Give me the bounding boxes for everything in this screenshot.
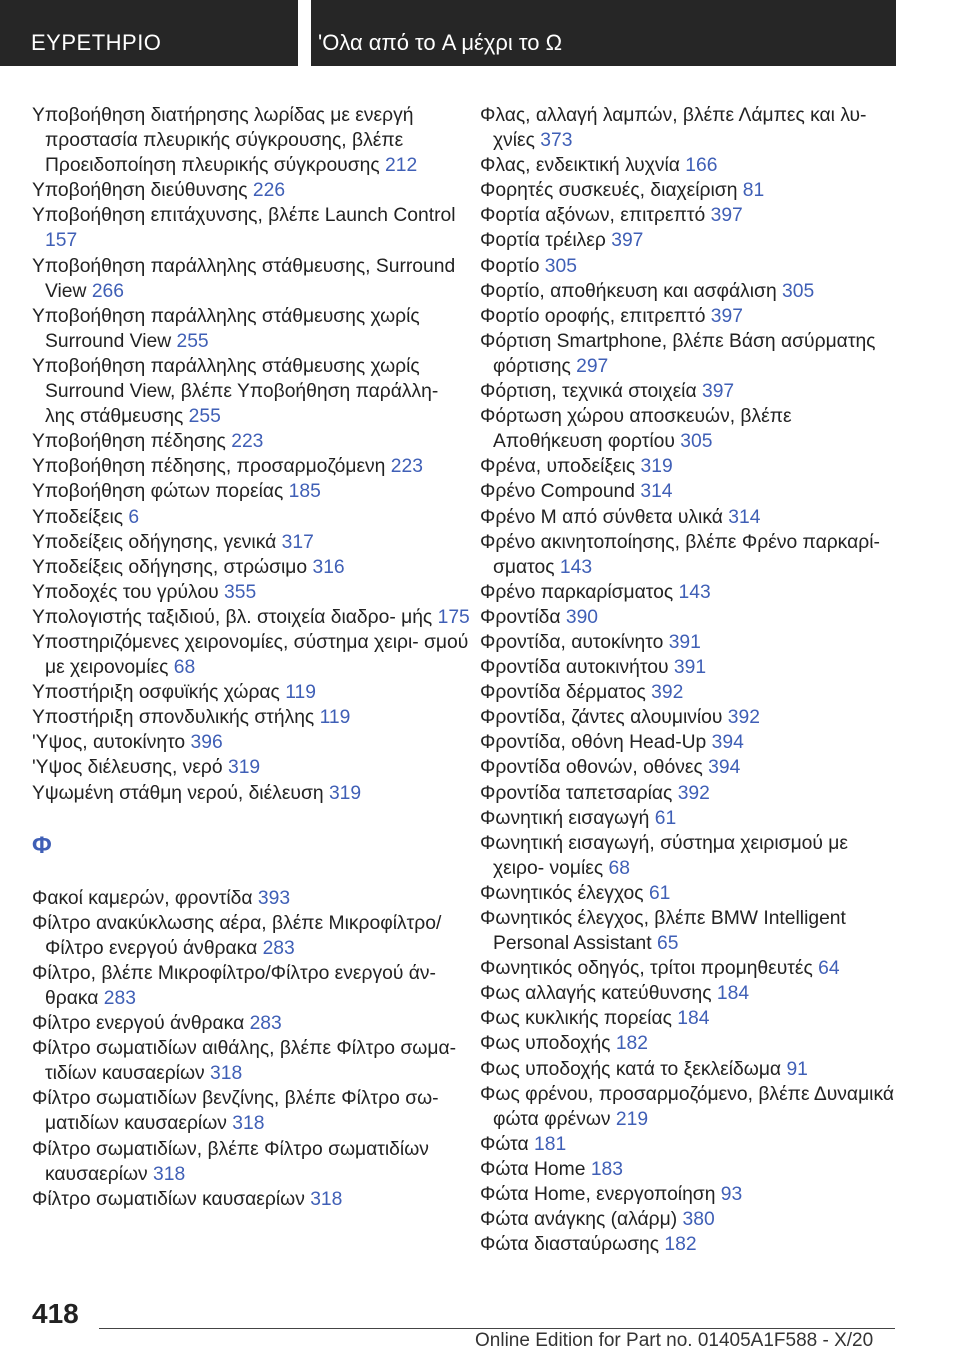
index-entry: [32, 730, 472, 755]
page-reference-link[interactable]: 397: [701, 381, 735, 403]
index-entry-text: 'Υψος, αυτοκίνητο: [32, 732, 186, 754]
index-entry: [480, 228, 900, 253]
index-entry-text: Υποβοήθηση παράλληλης στάθμευσης, Surround View: [32, 255, 456, 302]
footer-edition: Online Edition for Part no. 01405A1F588 - X/20: [475, 1330, 874, 1351]
index-entry: [32, 479, 472, 504]
page-reference-link[interactable]: 64: [818, 958, 840, 980]
index-entry: [32, 103, 472, 178]
page-reference-link[interactable]: 182: [664, 1234, 697, 1256]
page-header: [0, 0, 960, 66]
index-entry-text: Φίλτρο σωματιδίων αιθάλης, βλέπε Φίλτρο σωμα- τιδίων καυσαερίων: [32, 1038, 457, 1085]
index-entry: [480, 981, 900, 1006]
page-number: 418: [32, 1298, 79, 1329]
page-reference-link[interactable]: 157: [45, 230, 78, 252]
index-entry: [480, 705, 900, 730]
page-reference-link[interactable]: 318: [153, 1163, 186, 1185]
page-reference-link[interactable]: 68: [173, 657, 196, 679]
index-entry-text: Φροντίδα, αυτοκίνητο: [480, 631, 664, 653]
index-entry: [480, 1182, 900, 1207]
index-entry: [32, 304, 472, 354]
index-entry: [32, 505, 472, 530]
index-entry: [480, 1157, 900, 1182]
index-entry-text: Φώτα Home, ενεργοποίηση: [480, 1184, 716, 1206]
index-entry-text: Φωνητικός οδηγός, τρίτοι προμηθευτές: [480, 958, 813, 980]
index-entry: [32, 705, 472, 730]
index-entry-text: Φροντίδα αυτοκινήτου: [480, 657, 669, 679]
index-entry: [480, 1082, 900, 1132]
index-entry-text: Φώτα Home: [480, 1158, 586, 1180]
page-reference-link[interactable]: 183: [590, 1158, 623, 1180]
page-reference-link[interactable]: 355: [224, 581, 257, 603]
index-entry: [480, 730, 900, 755]
page-reference-link[interactable]: 6: [128, 506, 140, 528]
index-entry-text: Υποβοήθηση επιτάχυνσης, βλέπε Launch Control: [32, 205, 456, 227]
section-letter-phi: Φ: [32, 831, 52, 859]
page-reference-link[interactable]: 305: [782, 280, 815, 302]
index-entry-text: Υποβοήθηση φώτων πορείας: [32, 481, 284, 503]
index-entry-text: Υποδοχές του γρύλου: [32, 581, 219, 603]
index-entry: [32, 203, 472, 253]
index-entry-text: Φρένο ακινητοποίησης, βλέπε Φρένο παρκαρί- σματος: [480, 531, 880, 578]
index-entry: [480, 329, 900, 379]
page-reference-link[interactable]: 119: [285, 682, 316, 704]
index-entry-text: Φίλτρο ενεργού άνθρακα: [32, 1013, 245, 1035]
index-entry-text: Υποβοήθηση διατήρησης λωρίδας με ενεργή προστασία πλευρικής σύγκρουσης, βλέπε Προειδοποίηση πλευρικής σύγκρουσης: [32, 105, 414, 177]
index-entry-text: Υποβοήθηση διεύθυνσης: [32, 180, 248, 202]
page-reference-link[interactable]: 392: [651, 682, 684, 704]
index-entry: [480, 379, 900, 404]
index-entry: [32, 354, 472, 429]
index-entry-text: Φίλτρο σωματιδίων καυσαερίων: [32, 1188, 305, 1210]
section-title: ΕΥΡΕΤΗΡΙΟ: [0, 0, 298, 66]
page-reference-link[interactable]: 319: [640, 456, 673, 478]
index-entry-text: Φως φρένου, προσαρμοζόμενο, βλέπε Δυναμικά φώτα φρένων: [480, 1083, 895, 1130]
page-reference-link[interactable]: 223: [390, 456, 423, 478]
index-entry-text: Φως υποδοχής: [480, 1033, 611, 1055]
page-reference-link[interactable]: 297: [576, 355, 609, 377]
page-reference-link[interactable]: 119: [319, 707, 351, 729]
page-reference-link[interactable]: 397: [710, 205, 743, 227]
page-reference-link[interactable]: 184: [716, 983, 750, 1005]
index-entry: [480, 580, 900, 605]
index-entry-text: Υποβοήθηση πέδησης, προσαρμοζόμενη: [32, 456, 386, 478]
index-entry-text: Φροντίδα δέρματος: [480, 682, 646, 704]
page-reference-link[interactable]: 184: [677, 1008, 710, 1030]
index-entry: [32, 429, 472, 454]
page-reference-link[interactable]: 397: [611, 230, 644, 252]
page-reference-link[interactable]: 181: [534, 1133, 567, 1155]
page-reference-link[interactable]: 175: [437, 606, 470, 628]
index-entry-text: Φίλτρο ανακύκλωσης αέρα, βλέπε Μικροφίλτρο/ Φίλτρο ενεργού άνθρακα: [32, 912, 442, 959]
page-reference-link[interactable]: 397: [710, 305, 743, 327]
index-entry-text: Φροντίδα, ζάντες αλουμινίου: [480, 707, 723, 729]
page-reference-link[interactable]: 61: [654, 807, 677, 829]
page-reference-link[interactable]: 182: [615, 1033, 648, 1055]
page-reference-link[interactable]: 219: [615, 1108, 649, 1130]
page-reference-link[interactable]: 305: [680, 431, 713, 453]
page-reference-link[interactable]: 392: [677, 782, 710, 804]
page-reference-link[interactable]: 305: [544, 255, 577, 277]
index-entry: [32, 1086, 472, 1136]
index-entry: [480, 254, 900, 279]
index-entry: [32, 605, 472, 630]
index-entry: [32, 781, 472, 806]
index-entry-text: Υπολογιστής ταξιδιού, βλ. στοιχεία διαδρο- μής: [32, 606, 433, 628]
index-entry: [32, 680, 472, 705]
index-entry: [480, 630, 900, 655]
index-entry-text: Φορητές συσκευές, διαχείριση: [480, 180, 738, 202]
index-entry: [32, 178, 472, 203]
page-reference-link[interactable]: 316: [312, 556, 345, 578]
index-entry-text: Υποστήριξη σπονδυλικής στήλης: [32, 707, 315, 729]
index-entry: [32, 1011, 472, 1036]
index-entry-text: Φώτα: [480, 1133, 529, 1155]
index-entry: [480, 806, 900, 831]
index-entry: [480, 881, 900, 906]
page-reference-link[interactable]: 318: [210, 1063, 243, 1085]
index-entry-text: Υποστηριζόμενες χειρονομίες, σύστημα χειρι- σμού με χειρονομίες: [32, 631, 469, 679]
index-entry-text: Φροντίδα, οθόνη Head-Up: [480, 732, 707, 754]
page-reference-link[interactable]: 223: [231, 431, 264, 453]
page-reference-link[interactable]: 390: [565, 606, 599, 628]
index-entry: [480, 755, 900, 780]
page-reference-link[interactable]: 81: [742, 180, 765, 202]
page-reference-link[interactable]: 61: [648, 882, 671, 904]
index-list-phi-continued: [480, 103, 900, 1257]
index-entry-text: Υψωμένη στάθμη νερού, διέλευση: [32, 782, 324, 804]
index-entry-text: Φακοί καμερών, φροντίδα: [32, 887, 253, 909]
index-entry-text: Φλας, ενδεικτική λυχνία: [480, 155, 680, 177]
index-entry-text: Φόρτιση, τεχνικά στοιχεία: [480, 381, 697, 403]
index-entry: [480, 1132, 900, 1157]
page-reference-link[interactable]: 283: [249, 1013, 282, 1035]
page-reference-link[interactable]: 392: [727, 707, 760, 729]
index-entry-text: Φωνητικός έλεγχος: [480, 882, 644, 904]
index-entry: [480, 178, 900, 203]
index-entry-text: Φορτίο οροφής, επιτρεπτό: [480, 305, 706, 327]
page-reference-link[interactable]: 143: [559, 556, 593, 578]
index-entry: [32, 530, 472, 555]
index-entry-text: Υποδείξεις οδήγησης, γενικά: [32, 531, 277, 553]
index-entry: [480, 530, 900, 580]
index-entry: [480, 103, 900, 153]
page-reference-link[interactable]: 226: [252, 180, 286, 202]
index-entry-text: Υποδείξεις: [32, 506, 124, 528]
page-reference-link[interactable]: 314: [640, 481, 673, 503]
index-entry-text: Φροντίδα: [480, 606, 561, 628]
index-entry-text: Φρένο παρκαρίσματος: [480, 581, 674, 603]
index-entry: [480, 1031, 900, 1056]
page-reference-link[interactable]: 68: [608, 857, 630, 879]
index-entry: [32, 580, 472, 605]
page-reference-link[interactable]: 394: [711, 732, 744, 754]
index-entry: [480, 680, 900, 705]
page-reference-link[interactable]: 319: [328, 782, 362, 804]
page-reference-link[interactable]: 283: [262, 937, 295, 959]
index-entry: [480, 1057, 900, 1082]
index-entry-text: Φλας, αλλαγή λαμπών, βλέπε Λάμπες και λυ- χνίες: [480, 105, 867, 152]
page-reference-link[interactable]: 318: [310, 1188, 343, 1210]
index-entry: [480, 956, 900, 981]
index-entry-text: Φόρτιση Smartphone, βλέπε Βάση ασύρματης φόρτισης: [480, 330, 876, 377]
index-entry: [480, 605, 900, 630]
page-reference-link[interactable]: 391: [668, 631, 701, 653]
index-entry-text: Υποστήριξη οσφυϊκής χώρας: [32, 682, 280, 704]
index-entry-text: Φωνητική εισαγωγή: [480, 807, 650, 829]
index-entry: [480, 906, 900, 956]
index-entry-text: Υποδείξεις οδήγησης, στρώσιμο: [32, 556, 308, 578]
index-entry-text: Φρένο M από σύνθετα υλικά: [480, 506, 723, 528]
index-entry-text: Φως κυκλικής πορείας: [480, 1008, 672, 1030]
page-reference-link[interactable]: 394: [708, 757, 741, 779]
index-entry-text: Φορτίο, αποθήκευση και ασφάλιση: [480, 280, 777, 302]
index-entry: [480, 153, 900, 178]
index-entry-text: Φως αλλαγής κατεύθυνσης: [480, 983, 712, 1005]
index-entry: [32, 911, 472, 961]
index-entry-text: Υποβοήθηση παράλληλης στάθμευσης χωρίς Surround View, βλέπε Υποβοήθηση παράλλη- λης στάθμευσης: [32, 355, 439, 428]
page-reference-link[interactable]: 93: [720, 1184, 743, 1206]
index-entry: [480, 781, 900, 806]
index-entry-text: Φωνητική εισαγωγή, σύστημα χειρισμού με χειρο- νομίες: [480, 832, 849, 879]
index-entry: [480, 655, 900, 680]
page-reference-link[interactable]: 393: [257, 887, 291, 909]
footer-divider: [99, 1328, 895, 1329]
page-reference-link[interactable]: 185: [288, 481, 321, 503]
index-entry-text: Φίλτρο, βλέπε Μικροφίλτρο/Φίλτρο ενεργού άν- θρακα: [32, 962, 436, 1009]
index-entry-text: Φώτα διασταύρωσης: [480, 1234, 660, 1256]
index-entry: [32, 630, 472, 680]
index-entry: [480, 304, 900, 329]
index-column-right: [480, 103, 900, 1257]
index-entry-text: Φορτία αξόνων, επιτρεπτό: [480, 205, 706, 227]
index-entry-text: Φως υποδοχής κατά το ξεκλείδωμα: [480, 1058, 782, 1080]
index-entry-text: Υποβοήθηση παράλληλης στάθμευσης χωρίς Surround View: [32, 305, 420, 352]
index-entry-text: Φροντίδα ταπετσαρίας: [480, 782, 673, 804]
page-reference-link[interactable]: 318: [232, 1113, 265, 1135]
index-entry-text: Φωνητικός έλεγχος, βλέπε BMW Intelligent Personal Assistant: [480, 908, 846, 955]
page-reference-link[interactable]: 143: [678, 581, 711, 603]
index-entry: [480, 203, 900, 228]
index-entry: [32, 961, 472, 1011]
index-entry-text: Φρένα, υποδείξεις: [480, 456, 636, 478]
index-entry-text: Φόρτωση χώρου αποσκευών, βλέπε Αποθήκευση φορτίου: [480, 406, 792, 453]
page-reference-link[interactable]: 317: [281, 531, 314, 553]
index-entry: [480, 454, 900, 479]
index-entry-text: Φροντίδα οθονών, οθόνες: [480, 757, 703, 779]
page-reference-link[interactable]: 314: [728, 506, 761, 528]
page-reference-link[interactable]: 65: [656, 933, 679, 955]
index-entry: [480, 479, 900, 504]
page-reference-link[interactable]: 373: [540, 130, 573, 152]
index-entry-text: Φορτία τρέιλερ: [480, 230, 606, 252]
index-entry: [32, 555, 472, 580]
index-entry: [480, 831, 900, 881]
page-reference-link[interactable]: 391: [673, 657, 707, 679]
page-reference-link[interactable]: 266: [91, 280, 124, 302]
index-entry: [32, 755, 472, 780]
page-reference-link[interactable]: 91: [786, 1058, 808, 1080]
index-entry-text: 'Υψος διέλευσης, νερό: [32, 757, 223, 779]
index-entry: [480, 1207, 900, 1232]
page-reference-link[interactable]: 255: [176, 330, 209, 352]
index-entry-text: Φίλτρο σωματιδίων, βλέπε Φίλτρο σωματιδίων καυσαερίων: [32, 1138, 429, 1185]
index-entry: [32, 454, 472, 479]
index-entry: [32, 1137, 472, 1187]
page-reference-link[interactable]: 283: [103, 988, 136, 1009]
index-column-left: [32, 103, 472, 1212]
index-entry-text: Φίλτρο σωματιδίων βενζίνης, βλέπε Φίλτρο σω- ματιδίων καυσαερίων: [32, 1088, 439, 1135]
page-reference-link[interactable]: 319: [227, 757, 261, 779]
page-reference-link[interactable]: 396: [190, 732, 223, 754]
index-entry: [32, 1036, 472, 1086]
index-list-u: [32, 103, 472, 806]
index-entry: [480, 1006, 900, 1031]
index-entry: [32, 1187, 472, 1212]
page-reference-link[interactable]: 255: [188, 406, 221, 428]
index-entry-text: Υποβοήθηση πέδησης: [32, 431, 226, 453]
index-entry: [32, 254, 472, 304]
index-list-phi: [32, 886, 472, 1212]
page-reference-link[interactable]: 212: [385, 155, 418, 177]
index-entry-text: Φρένο Compound: [480, 481, 635, 503]
index-entry-text: Φορτίο: [480, 255, 540, 277]
page-reference-link[interactable]: 380: [682, 1209, 715, 1231]
index-entry: [480, 279, 900, 304]
index-entry: [480, 1232, 900, 1257]
section-subtitle: 'Ολα από το A μέχρι το Ω: [311, 0, 896, 66]
page-reference-link[interactable]: 166: [685, 155, 718, 177]
index-entry-text: Φώτα ανάγκης (αλάρμ): [480, 1209, 678, 1231]
index-entry: [32, 886, 472, 911]
index-entry: [480, 505, 900, 530]
index-entry: [480, 404, 900, 454]
